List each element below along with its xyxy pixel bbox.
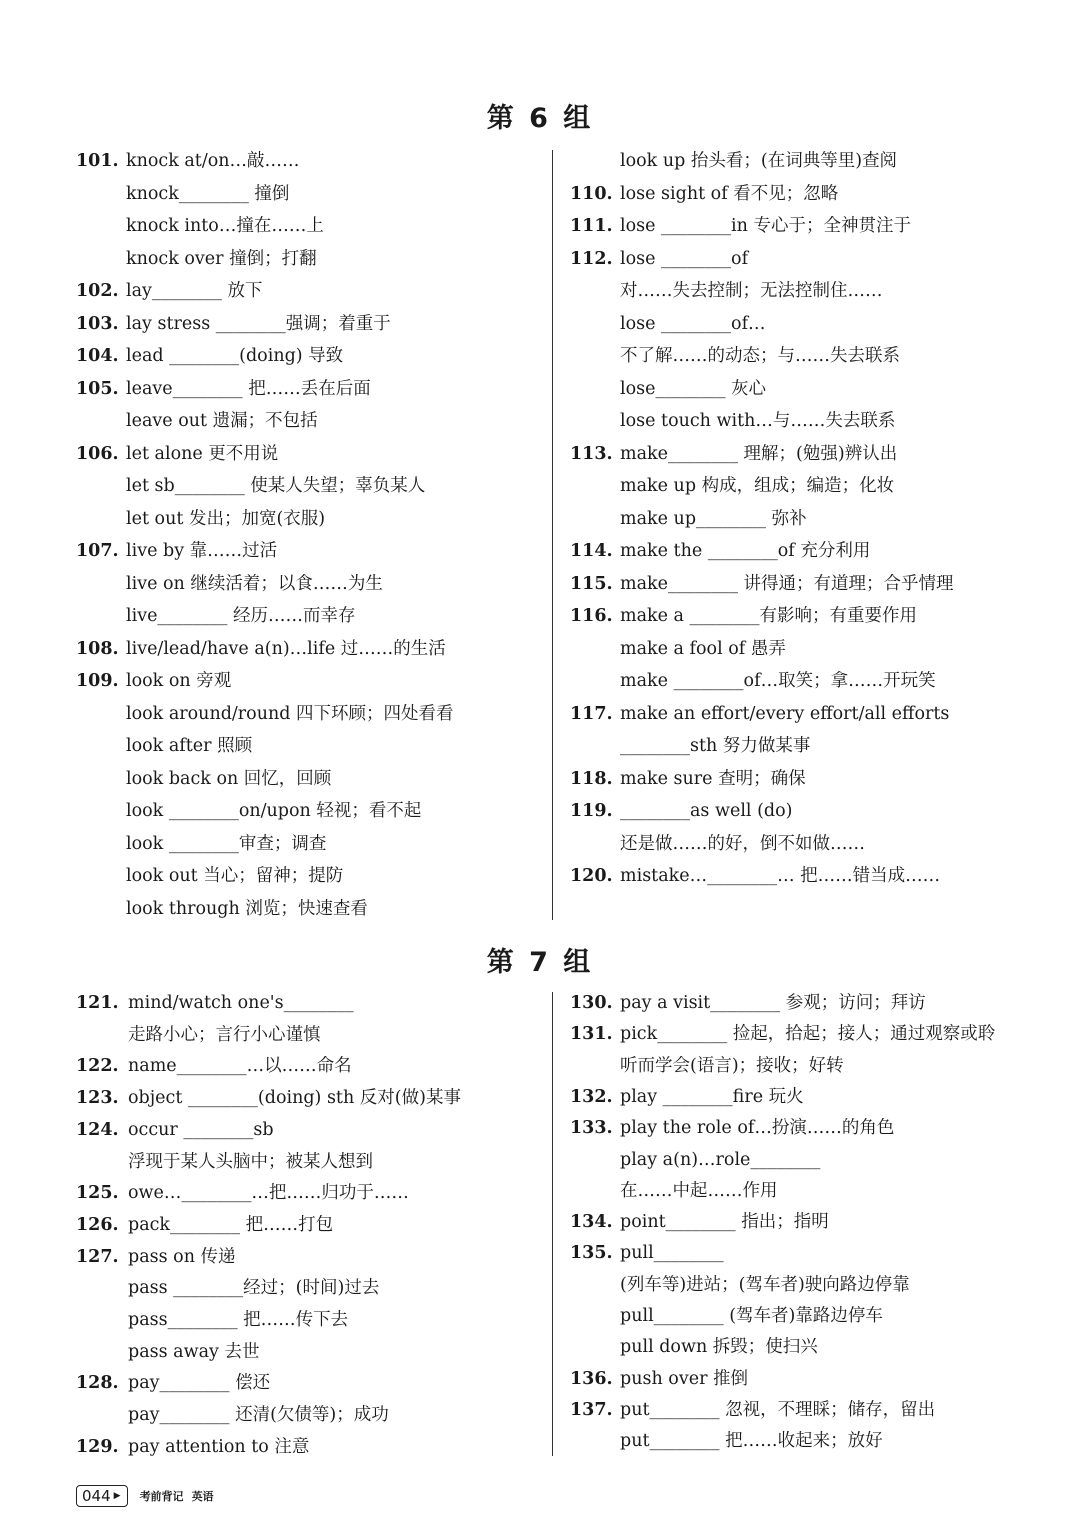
entry-number: 126. — [76, 1214, 119, 1235]
entry-text: pay attention to 注意 — [128, 1436, 310, 1457]
entry-text: lay________ 放下 — [126, 281, 263, 301]
entry-text: play a(n)…role________ — [620, 1149, 821, 1170]
subject-label: 英语 — [191, 1490, 214, 1503]
entry-text: pull down 拆毁；使扫兴 — [620, 1337, 818, 1358]
entry-text: pay a visit________ 参观；访问；拜访 — [620, 993, 926, 1013]
entry-number: 136. — [570, 1368, 613, 1389]
entry-number: 118. — [570, 768, 613, 789]
entry-number: 135. — [570, 1243, 613, 1264]
entry-text: occur ________sb — [128, 1119, 274, 1140]
entry-text: lose sight of 看不见；忽略 — [620, 183, 839, 204]
entry-number: 131. — [570, 1024, 613, 1045]
entry-text: pass________ 把……传下去 — [128, 1310, 349, 1330]
entry-text: look ________on/upon 轻视；看不起 — [126, 801, 422, 821]
entry-text: look back on 回忆，回顾 — [126, 768, 332, 789]
entry-number: 123. — [76, 1088, 119, 1109]
entry-text: make a fool of 愚弄 — [620, 638, 786, 659]
entry-text: make sure 查明；确保 — [620, 768, 806, 789]
entry-text: look ________审查；调查 — [126, 833, 327, 854]
entry-text: pass on 传递 — [128, 1246, 236, 1267]
entry-number: 117. — [570, 703, 613, 724]
entry-text: pull________ — [620, 1243, 724, 1264]
entry-text: 浮现于某人头脑中；被某人想到 — [128, 1151, 373, 1172]
entry-text: pull________ (驾车者)靠路边停车 — [620, 1306, 883, 1326]
entry-text: 听而学会(语言)；接收；好转 — [620, 1055, 844, 1076]
entry-text: live________ 经历……而幸存 — [126, 606, 356, 626]
entry-text: pay________ 还清(欠债等)；成功 — [128, 1405, 389, 1426]
entry-number: 105. — [76, 378, 119, 399]
entry-text: make an effort/every effort/all efforts — [620, 703, 950, 724]
entry-text: lose ________of — [620, 248, 749, 269]
entry-text: push over 推倒 — [620, 1368, 748, 1389]
entry-number: 130. — [570, 993, 613, 1013]
entry-number: 128. — [76, 1373, 119, 1394]
entry-number: 109. — [76, 671, 119, 691]
play-arrow-icon: ▶ — [113, 1491, 121, 1501]
entry-text: mind/watch one's________ — [128, 993, 354, 1013]
page-number-box — [76, 1485, 128, 1507]
entry-number: 137. — [570, 1399, 613, 1420]
entry-text: put________ 忽视，不理睬；储存，留出 — [620, 1399, 936, 1420]
entry-text: make up 构成，组成；编造；化妆 — [620, 476, 895, 496]
entry-text: pass ________经过；(时间)过去 — [128, 1278, 380, 1299]
entry-number: 108. — [76, 638, 119, 659]
entry-text: play ________fire 玩火 — [620, 1086, 804, 1107]
entry-text: mistake…________… 把……错当成…… — [620, 866, 941, 886]
entry-text: look up 抬头看；(在词典等里)查阅 — [620, 151, 898, 171]
entry-text: lose touch with…与……失去联系 — [620, 411, 896, 431]
entry-number: 119. — [570, 801, 613, 821]
entry-text: live by 靠……过活 — [126, 541, 278, 561]
book-title: 考前背记 — [139, 1490, 184, 1503]
entry-text: look through 浏览；快速查看 — [126, 898, 368, 919]
entry-number: 104. — [76, 346, 119, 366]
entry-number: 110. — [570, 183, 613, 204]
entry-number: 103. — [76, 313, 119, 334]
entry-number: 115. — [570, 573, 613, 594]
entry-text: play the role of…扮演……的角色 — [620, 1118, 895, 1139]
group6-title: 第 6 组 — [486, 103, 594, 134]
group7-title: 第 7 组 — [486, 947, 594, 978]
entry-text: look after 照顾 — [126, 736, 253, 756]
entry-text: live on 继续活着；以食……为生 — [126, 573, 383, 594]
entry-number: 113. — [570, 443, 613, 464]
entry-number: 132. — [570, 1086, 613, 1107]
entry-text: object ________(doing) sth 反对(做)某事 — [128, 1088, 461, 1109]
entry-text: let sb________ 使某人失望；辜负某人 — [126, 476, 426, 496]
entry-number: 129. — [76, 1436, 119, 1457]
entry-text: lose ________in 专心于；全神贯注于 — [620, 216, 911, 236]
entry-text: point________ 指出；指明 — [620, 1212, 829, 1233]
entry-number: 107. — [76, 541, 119, 561]
entry-text: live/lead/have a(n)…life 过……的生活 — [126, 638, 446, 659]
entry-text: 还是做……的好，倒不如做…… — [620, 833, 865, 854]
entry-text: lead ________(doing) 导致 — [126, 346, 344, 366]
entry-text: make________ 讲得通；有道理；合乎情理 — [620, 573, 954, 594]
entry-text: (列车等)进站；(驾车者)驶向路边停靠 — [620, 1274, 910, 1295]
entry-text: pay________ 偿还 — [128, 1373, 271, 1394]
entry-number: 111. — [570, 216, 613, 236]
entry-text: look on 旁观 — [126, 671, 232, 691]
entry-text: knock at/on…敲…… — [126, 151, 300, 171]
entry-text: 在……中起……作用 — [620, 1180, 778, 1201]
entry-text: pack________ 把……打包 — [128, 1214, 334, 1235]
group6-divider — [552, 150, 553, 920]
entry-text: owe…________…把……归功于…… — [128, 1183, 409, 1204]
entry-text: let out 发出；加宽(衣服) — [126, 508, 326, 529]
entry-text: 对……失去控制；无法控制住…… — [620, 281, 883, 301]
entry-number: 121. — [76, 993, 119, 1013]
entry-text: lose________ 灰心 — [620, 378, 767, 399]
entry-number: 102. — [76, 281, 119, 301]
entry-number: 101. — [76, 151, 119, 171]
entry-text: lose ________of… — [620, 313, 766, 334]
entry-text: make the ________of 充分利用 — [620, 541, 871, 561]
entry-number: 112. — [570, 248, 613, 269]
entry-text: ________as well (do) — [620, 801, 793, 821]
entry-number: 134. — [570, 1212, 613, 1233]
entry-text: look out 当心；留神；提防 — [126, 866, 344, 886]
entry-text: lay stress ________强调；着重于 — [126, 313, 391, 334]
entry-text: knock________ 撞倒 — [126, 183, 290, 204]
entry-text: pick________ 捡起，拾起；接人；通过观察或聆 — [620, 1024, 996, 1045]
entry-text: put________ 把……收起来；放好 — [620, 1431, 883, 1452]
entry-text: leave out 遗漏；不包括 — [126, 411, 318, 431]
entry-text: leave________ 把……丢在后面 — [126, 378, 371, 399]
entry-number: 116. — [570, 606, 613, 626]
entry-text: ________sth 努力做某事 — [620, 736, 811, 756]
entry-number: 127. — [76, 1246, 119, 1267]
entry-text: 走路小心；言行小心谨慎 — [128, 1024, 321, 1045]
page-number: 044 — [82, 1487, 111, 1505]
entry-text: make a ________有影响；有重要作用 — [620, 606, 918, 626]
entry-text: look around/round 四下环顾；四处看看 — [126, 703, 454, 724]
entry-number: 133. — [570, 1118, 613, 1139]
page-footer — [76, 1485, 214, 1507]
entry-number: 106. — [76, 443, 119, 464]
entry-text: let alone 更不用说 — [126, 443, 279, 464]
entry-number: 114. — [570, 541, 613, 561]
group7-divider — [552, 992, 553, 1456]
entry-text: make________ 理解；(勉强)辨认出 — [620, 443, 898, 464]
entry-text: name________…以……命名 — [128, 1056, 352, 1077]
entry-text: knock into…撞在……上 — [126, 216, 324, 236]
entry-text: 不了解……的动态；与……失去联系 — [620, 346, 900, 366]
entry-text: make up________ 弥补 — [620, 508, 807, 529]
entry-text: make ________of…取笑；拿……开玩笑 — [620, 671, 936, 691]
entry-text: knock over 撞倒；打翻 — [126, 248, 317, 269]
entry-number: 124. — [76, 1119, 119, 1140]
entry-number: 125. — [76, 1183, 119, 1204]
entry-text: pass away 去世 — [128, 1341, 260, 1362]
entry-number: 120. — [570, 866, 613, 886]
entry-number: 122. — [76, 1056, 119, 1077]
